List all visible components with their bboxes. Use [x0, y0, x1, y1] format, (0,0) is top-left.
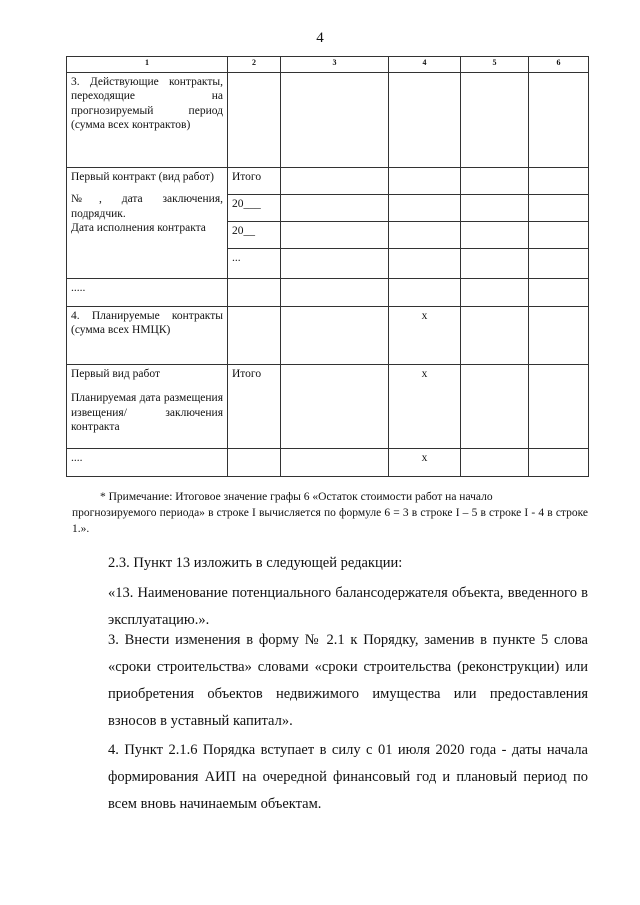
- column-header: 5: [461, 57, 529, 73]
- table-row: [67, 279, 589, 307]
- table-row: [67, 365, 589, 449]
- total-cell: Итого: [228, 365, 281, 449]
- x-mark: x: [389, 449, 461, 477]
- table-row: [67, 168, 589, 195]
- total-cell: Итого: [228, 168, 281, 195]
- paragraph-3: 3. Внести изменения в форму № 2.1 к Порядку, заменив в пункте 5 слова «сроки строительства» словами «сроки строительства (реконструкции) или приобретения объектов недвижимого имущества или предоставления взносов в уставный капитал».: [108, 632, 588, 729]
- report-form-table: [66, 56, 589, 477]
- first-work-type-label: Первый вид работ Планируемая дата размещения извещения/ заключения контракта: [67, 365, 228, 449]
- paragraph-13: «13. Наименование потенциального балансодержателя объекта, введенного в эксплуатацию.».: [108, 585, 588, 628]
- column-header: 3: [281, 57, 389, 73]
- x-mark: x: [389, 307, 461, 365]
- column-header: 1: [67, 57, 228, 73]
- page-number: 4: [316, 30, 324, 46]
- first-contract-label: Первый контракт (вид работ) №, дата заключения, подрядчик. Дата исполнения контракта: [67, 168, 228, 279]
- year-cell: 20___: [228, 195, 281, 222]
- paragraph-4: 4. Пункт 2.1.6 Порядка вступает в силу с 01 июля 2020 года - даты начала формирования АИП на очередной финансовый год и плановый период по всем вновь начинаемым объектам.: [108, 742, 588, 812]
- existing-contracts-label: 3. Действующие контракты, переходящие на прогнозируемый период (сумма всех контрактов): [67, 73, 228, 168]
- ellipsis-row-label: .....: [67, 279, 228, 307]
- table-row: [67, 73, 589, 168]
- table-row: [67, 449, 589, 477]
- table-row: [67, 307, 589, 365]
- column-header: 4: [389, 57, 461, 73]
- column-header: 6: [529, 57, 589, 73]
- footnote: * Примечание: Итоговое значение графы 6 «Остаток стоимости работ на начало прогнозируемого периода» в строке I вычисляется по формуле 6 = 3 в строке I – 5 в строке I - 4 в строке 1.».: [72, 491, 588, 535]
- planned-contracts-label: 4. Планируемые контракты (сумма всех НМЦК): [67, 307, 228, 365]
- x-mark: x: [389, 365, 461, 449]
- column-header: 2: [228, 57, 281, 73]
- table-header-row: [67, 57, 589, 73]
- ellipsis-cell: ...: [228, 249, 281, 279]
- year-cell: 20__: [228, 222, 281, 249]
- paragraph-2-3: 2.3. Пункт 13 изложить в следующей редакции:: [108, 555, 403, 571]
- ellipsis-row-label: ....: [67, 449, 228, 477]
